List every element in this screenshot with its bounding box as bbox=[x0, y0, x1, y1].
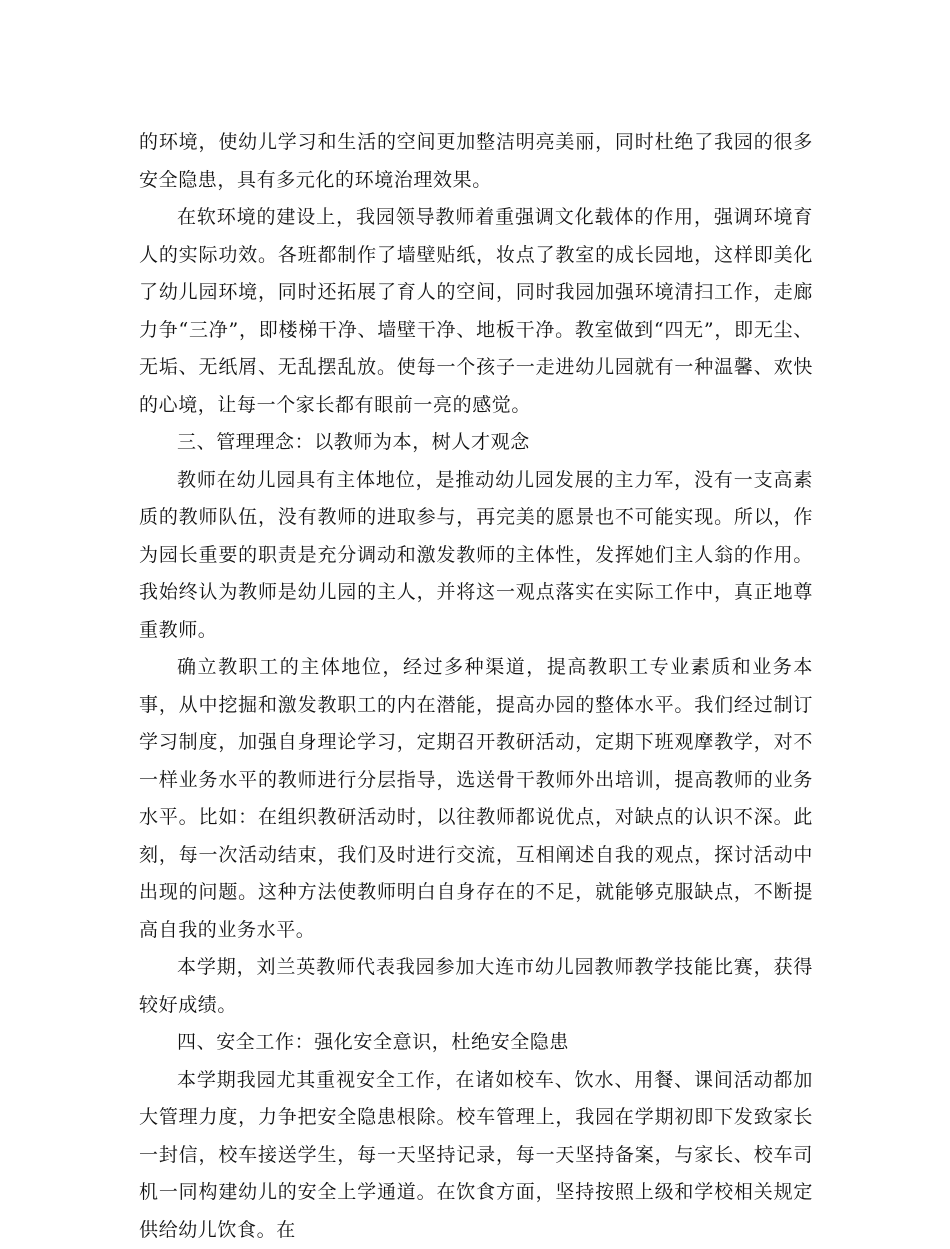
document-body bbox=[139, 124, 813, 1249]
paragraph-staff-development: 确立教职工的主体地位，经过多种渠道，提高教职工专业素质和业务本事，从中挖掘和激发教职工的内在潜能，提高办园的整体水平。我们经过制订学习制度，加强自身理论学习，定期召开教研活动，定期下班观摩教学，对不一样业务水平的教师进行分层指导，选送骨干教师外出培训，提高教师的业务水平。比如：在组织教研活动时，以往教师都说优点，对缺点的认识不深。此刻，每一次活动结束，我们及时进行交流，互相阐述自我的观点，探讨活动中出现的问题。这种方法使教师明白自身存在的不足，就能够克服缺点，不断提高自我的业务水平。 bbox=[139, 649, 813, 949]
paragraph-competition: 本学期，刘兰英教师代表我园参加大连市幼儿园教师教学技能比赛，获得较好成绩。 bbox=[139, 949, 813, 1024]
paragraph-safety-work: 本学期我园尤其重视安全工作，在诸如校车、饮水、用餐、课间活动都加大管理力度，力争把安全隐患根除。校车管理上，我园在学期初即下发致家长一封信，校车接送学生，每一天坚持记录，每一天坚持备案，与家长、校车司机一同构建幼儿的安全上学通道。在饮食方面，坚持按照上级和学校相关规定供给幼儿饮食。在 bbox=[139, 1062, 813, 1249]
paragraph-continuation: 的环境，使幼儿学习和生活的空间更加整洁明亮美丽，同时杜绝了我园的很多安全隐患，具有多元化的环境治理效果。 bbox=[139, 124, 813, 199]
section-heading-safety: 四、安全工作：强化安全意识，杜绝安全隐患 bbox=[139, 1024, 813, 1062]
section-heading-management: 三、管理理念：以教师为本，树人才观念 bbox=[139, 424, 813, 462]
paragraph-soft-environment: 在软环境的建设上，我园领导教师着重强调文化载体的作用，强调环境育人的实际功效。各班都制作了墙壁贴纸，妆点了教室的成长园地，这样即美化了幼儿园环境，同时还拓展了育人的空间，同时我园加强环境清扫工作，走廊力争“三净”，即楼梯干净、墙壁干净、地板干净。教室做到“四无”，即无尘、无垢、无纸屑、无乱摆乱放。使每一个孩子一走进幼儿园就有一种温馨、欢快的心境，让每一个家长都有眼前一亮的感觉。 bbox=[139, 199, 813, 424]
paragraph-teacher-role: 教师在幼儿园具有主体地位，是推动幼儿园发展的主力军，没有一支高素质的教师队伍，没有教师的进取参与，再完美的愿景也不可能实现。所以，作为园长重要的职责是充分调动和激发教师的主体性，发挥她们主人翁的作用。我始终认为教师是幼儿园的主人，并将这一观点落实在实际工作中，真正地尊重教师。 bbox=[139, 462, 813, 650]
